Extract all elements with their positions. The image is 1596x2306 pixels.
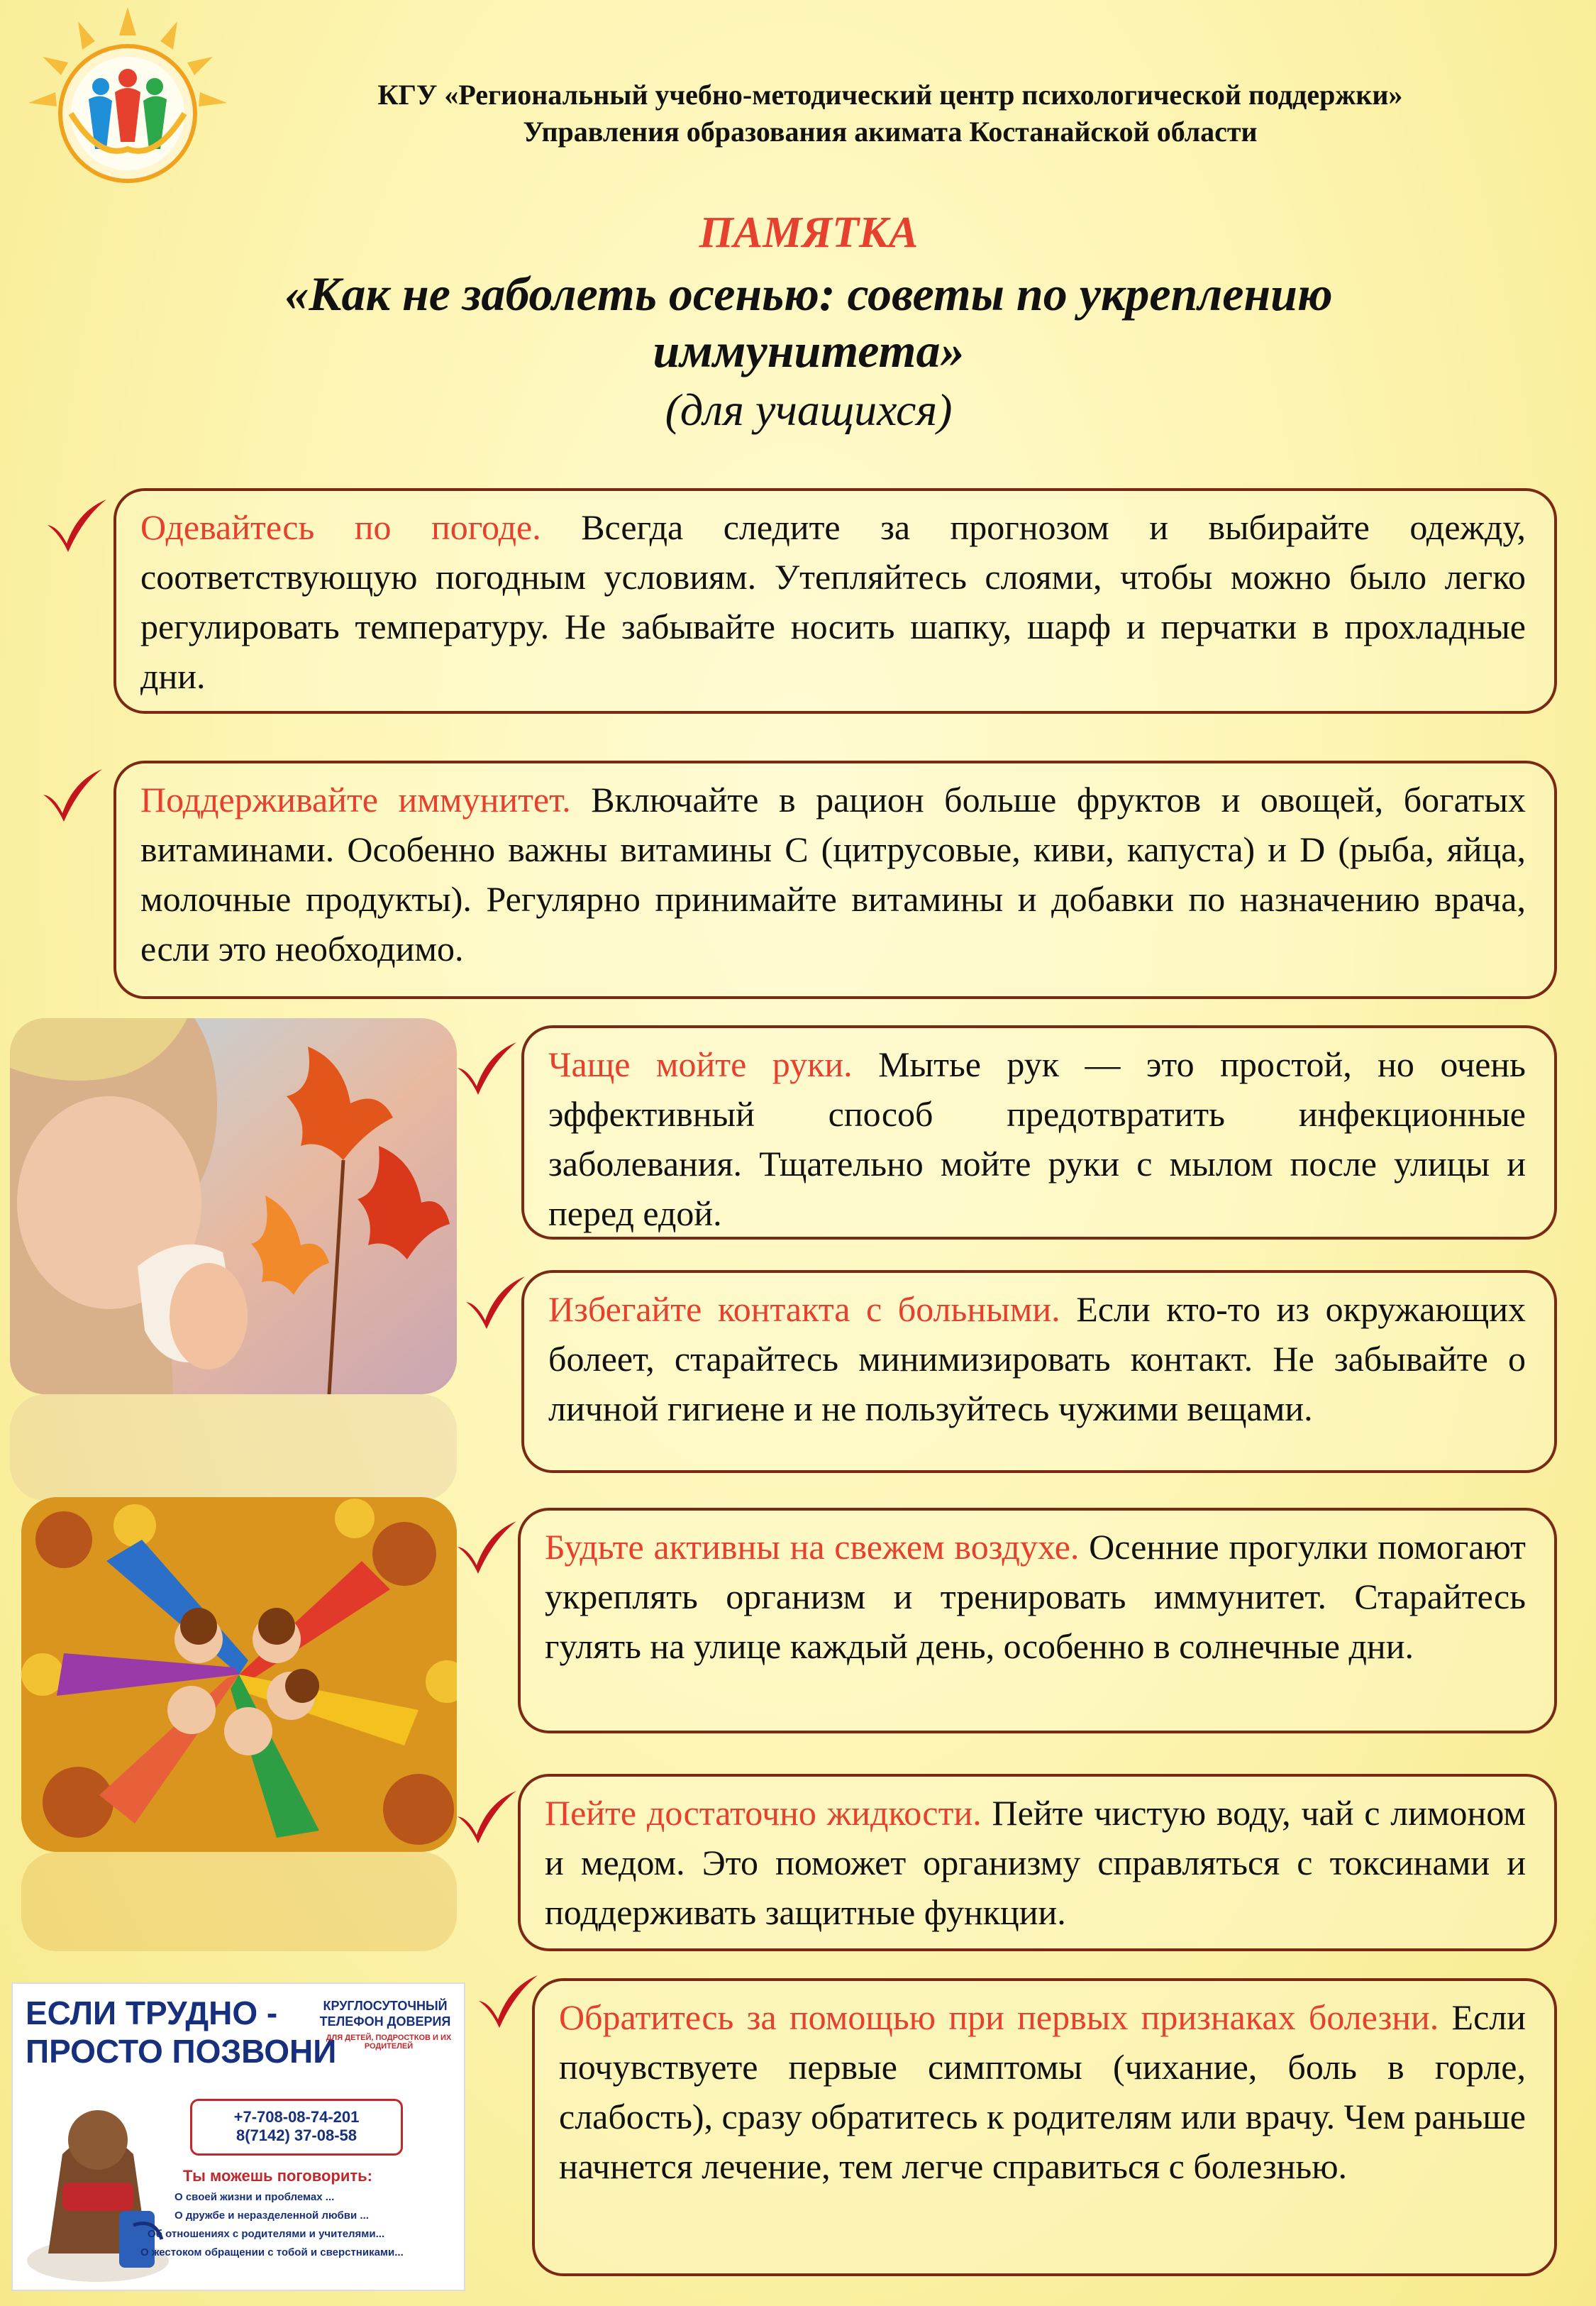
checkmark-icon [454, 1788, 518, 1845]
checkmark-icon [44, 497, 108, 553]
organization-logo [21, 7, 234, 184]
tip-lead: Обратитесь за помощью при первых признаках болезни. [559, 1997, 1439, 2037]
checkmark-icon [40, 766, 104, 823]
phone-number-2: 8(7142) 37-08-58 [235, 2126, 357, 2144]
tip-card-7 [532, 1978, 1557, 2276]
tip-text: Пейте чистую воду, чай с лимоном и медом. Это поможет организму справляться с токсинами и поддерживать защитные функции. [545, 1793, 1526, 1932]
tip-card-2 [113, 761, 1557, 999]
org-line-2: Управления образования акимата Костанайской области [523, 116, 1258, 148]
sneezing-child-photo [10, 1018, 457, 1394]
tip-lead: Избегайте контакта с больными. [548, 1289, 1060, 1329]
org-line-1: КГУ «Региональный учебно-методический центр психологической поддержки» [377, 79, 1403, 111]
phone-number-1: +7-708-08-74-201 [233, 2108, 360, 2126]
document-type: ПАМЯТКА [699, 209, 919, 257]
tip-text: Если кто-то из окружающих болеет, старайтесь минимизировать контакт. Не забывайте о личной гигиене и не пользуйтесь чужими вещами. [548, 1289, 1526, 1428]
tip-lead: Одевайтесь по погоде. [140, 507, 541, 547]
audience-label: (для учащихся) [665, 385, 953, 435]
checkmark-icon [454, 1039, 518, 1096]
checkmark-icon [475, 1973, 539, 2029]
hotline-headline-1: ЕСЛИ ТРУДНО - [26, 1995, 278, 2031]
tip-text: Всегда следите за прогнозом и выбирайте одежду, соответствующую погодным условиям. Утепляйтесь слоями, чтобы можно было легко регулировать температуру. Не забывайте носить шапку, шарф и перчатки в прохладные дни. [140, 507, 1526, 696]
title-line-2: иммунитета» [653, 324, 965, 377]
hotline-topic: О дружбе и неразделенной любви ... [174, 2210, 369, 2222]
hotline-phone-box [190, 2099, 403, 2156]
photo-reflection [21, 1852, 457, 1951]
tip-lead: Пейте достаточно жидкости. [545, 1793, 982, 1833]
hotline-topic: Об отношениях с родителями и учителями... [148, 2228, 385, 2240]
tip-text: Мытье рук — это простой, но очень эффективный способ предотвратить инфекционные заболевания. Тщательно мойте руки с мылом после улицы и перед едой. [548, 1044, 1526, 1233]
tip-text: Включайте в рацион больше фруктов и овощей, богатых витаминами. Особенно важны витамины C (цитрусовые, киви, капуста) и D (рыба, яйца, молочные продукты). Регулярно принимайте витамины и добавки по назначению врача, если это необходимо. [140, 780, 1526, 969]
checkmark-icon [462, 1274, 526, 1330]
hotline-label-1: КРУГЛОСУТОЧНЫЙ [323, 1999, 448, 2013]
tip-card-4 [521, 1270, 1557, 1473]
tip-card-5 [518, 1508, 1557, 1733]
hotline-label-2: ТЕЛЕФОН ДОВЕРИЯ [319, 2014, 451, 2029]
tip-text: Осенние прогулки помогают укреплять организм и тренировать иммунитет. Старайтесь гулять на улице каждый день, особенно в солнечные дни. [545, 1527, 1526, 1666]
photo-reflection [10, 1394, 457, 1501]
hotline-topic: О своей жизни и проблемах ... [174, 2191, 335, 2203]
checkmark-icon [454, 1518, 518, 1575]
children-in-leaves-photo [21, 1497, 457, 1852]
document-title [113, 265, 1504, 379]
tip-text: Если почувствуете первые симптомы (чихание, боль в горле, слабость), сразу обратитесь к родителям или врачу. Чем раньше начнется лечение, тем легче справиться с болезнью. [559, 1997, 1526, 2186]
hotline-topic: О жестоком обращении с тобой и сверстниками... [140, 2246, 404, 2258]
tip-card-1 [113, 488, 1557, 714]
hotline-talk-heading: Ты можешь поговорить: [183, 2167, 372, 2185]
tip-card-6 [518, 1774, 1557, 1951]
tip-lead: Поддерживайте иммунитет. [140, 780, 571, 820]
tip-lead: Чаще мойте руки. [548, 1044, 853, 1084]
hotline-headline-2: ПРОСТО ПОЗВОНИ [26, 2033, 337, 2070]
hotline-poster [11, 1982, 465, 2291]
title-block [113, 206, 1504, 438]
hotline-audience: ДЛЯ ДЕТЕЙ, ПОДРОСТКОВ И ИХ РОДИТЕЛЕЙ [326, 2034, 452, 2051]
organization-header [234, 77, 1546, 150]
title-line-1: «Как не заболеть осенью: советы по укреплению [284, 267, 1333, 321]
tip-card-3 [521, 1025, 1557, 1240]
tip-lead: Будьте активны на свежем воздухе. [545, 1527, 1080, 1567]
